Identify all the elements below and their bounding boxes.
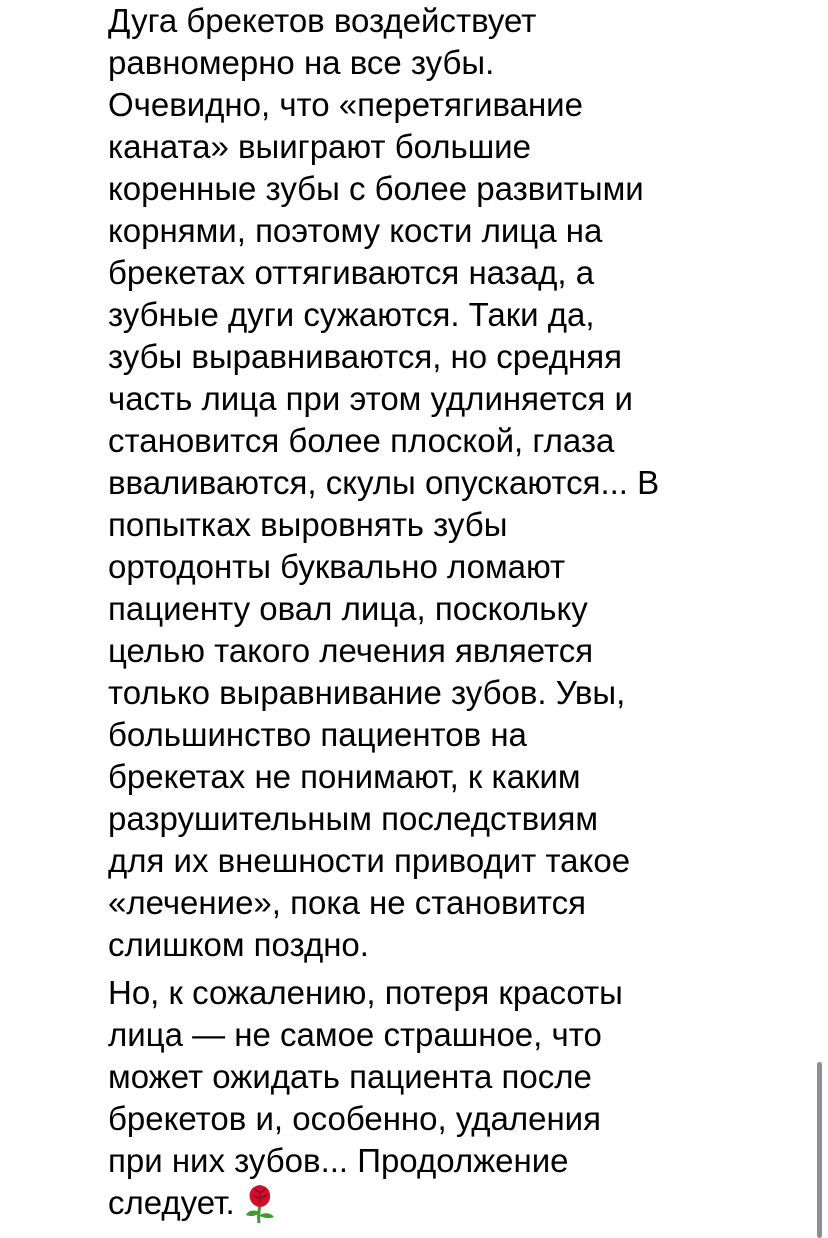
text-line: только выравнивание зубов. Увы, (108, 674, 626, 711)
text-line: лица — не самое страшное, что (108, 1016, 602, 1053)
note-text-body (108, 0, 808, 1224)
text-line: разрушительным последствиям (108, 800, 599, 837)
text-line: равномерно на все зубы. (108, 44, 495, 81)
text-line: ортодонты буквально ломают (108, 548, 566, 585)
text-line: брекетах не понимают, к каким (108, 758, 581, 795)
paragraph-1 (108, 0, 808, 966)
text-line: целью такого лечения является (108, 632, 594, 669)
text-line: становится более плоской, глаза (108, 422, 615, 459)
scrollbar-thumb[interactable] (817, 1062, 822, 1238)
text-line: попытках выровнять зубы (108, 506, 508, 543)
text-line: вваливаются, скулы опускаются... В (108, 464, 660, 501)
text-line: зубные дуги сужаются. Таки да, (108, 296, 595, 333)
text-line: Дуга брекетов воздействует (108, 2, 537, 39)
text-line: зубы выравниваются, но средняя (108, 338, 622, 375)
text-line: брекетов и, особенно, удаления (108, 1100, 601, 1137)
text-line: большинство пациентов на (108, 716, 527, 753)
rose-emoji-icon (243, 1182, 277, 1224)
text-line: Но, к сожалению, потеря красоты (108, 974, 623, 1011)
last-line (108, 1182, 808, 1224)
text-line: корнями, поэтому кости лица на (108, 212, 603, 249)
text-line: для их внешности приводит такое (108, 842, 631, 879)
paragraph-2 (108, 972, 808, 1224)
text-line: может ожидать пациента после (108, 1058, 592, 1095)
text-line: коренные зубы с более развитыми (108, 170, 644, 207)
text-line: каната» выиграют большие (108, 128, 531, 165)
text-line: часть лица при этом удлиняется и (108, 380, 633, 417)
text-line: слишком поздно. (108, 926, 369, 963)
text-line: следует. (108, 1184, 235, 1221)
text-line: брекетах оттягиваются назад, а (108, 254, 595, 291)
text-line: «лечение», пока не становится (108, 884, 587, 921)
text-line: пациенту овал лица, поскольку (108, 590, 588, 627)
text-line: Очевидно, что «перетягивание (108, 86, 583, 123)
text-line: при них зубов... Продолжение (108, 1142, 569, 1179)
